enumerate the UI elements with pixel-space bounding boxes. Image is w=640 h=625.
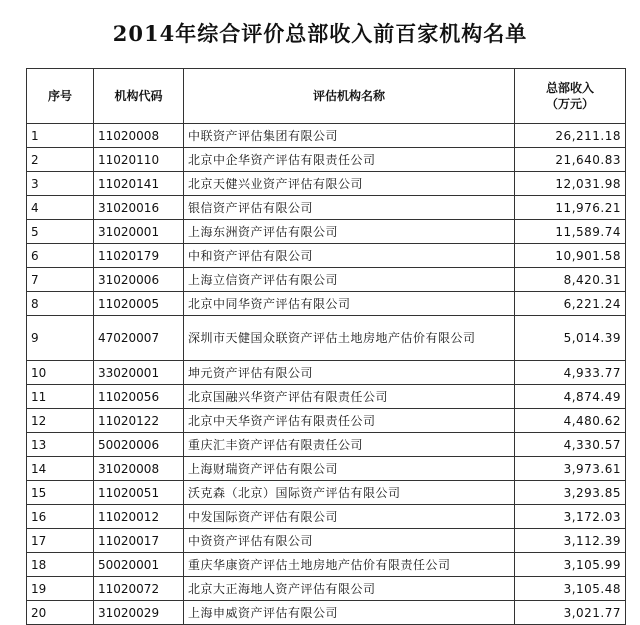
cell-revenue: 3,973.61 (515, 457, 626, 481)
cell-name: 北京天健兴业资产评估有限公司 (184, 172, 515, 196)
cell-name: 上海财瑞资产评估有限公司 (184, 457, 515, 481)
cell-name: 北京中同华资产评估有限公司 (184, 292, 515, 316)
cell-revenue: 4,933.77 (515, 361, 626, 385)
cell-revenue: 3,172.03 (515, 505, 626, 529)
table-row (27, 196, 626, 220)
cell-seq: 17 (27, 529, 94, 553)
cell-seq: 5 (27, 220, 94, 244)
cell-revenue: 8,420.31 (515, 268, 626, 292)
cell-revenue: 3,105.99 (515, 553, 626, 577)
cell-revenue: 11,976.21 (515, 196, 626, 220)
table-row (27, 457, 626, 481)
table-row (27, 220, 626, 244)
header-name: 评估机构名称 (184, 69, 515, 124)
cell-code: 50020006 (94, 433, 184, 457)
cell-code: 31020001 (94, 220, 184, 244)
cell-revenue: 5,014.39 (515, 316, 626, 361)
cell-revenue: 21,640.83 (515, 148, 626, 172)
cell-seq: 1 (27, 124, 94, 148)
table-row (27, 172, 626, 196)
table-row (27, 316, 626, 361)
cell-code: 11020056 (94, 385, 184, 409)
table-row (27, 124, 626, 148)
cell-seq: 10 (27, 361, 94, 385)
cell-code: 31020008 (94, 457, 184, 481)
cell-seq: 12 (27, 409, 94, 433)
cell-code: 11020179 (94, 244, 184, 268)
cell-revenue: 3,105.48 (515, 577, 626, 601)
cell-name: 上海申威资产评估有限公司 (184, 601, 515, 625)
cell-name: 中联资产评估集团有限公司 (184, 124, 515, 148)
cell-name: 中和资产评估有限公司 (184, 244, 515, 268)
cell-revenue: 3,112.39 (515, 529, 626, 553)
cell-revenue: 3,293.85 (515, 481, 626, 505)
header-revenue-line1: 总部收入 (545, 81, 594, 95)
cell-seq: 2 (27, 148, 94, 172)
header-revenue-line2: （万元） (545, 97, 594, 111)
cell-seq: 13 (27, 433, 94, 457)
cell-name: 北京中天华资产评估有限责任公司 (184, 409, 515, 433)
cell-seq: 20 (27, 601, 94, 625)
ranking-table (26, 68, 626, 625)
cell-code: 11020122 (94, 409, 184, 433)
cell-seq: 9 (27, 316, 94, 361)
cell-name: 上海立信资产评估有限公司 (184, 268, 515, 292)
cell-revenue: 12,031.98 (515, 172, 626, 196)
table-row (27, 433, 626, 457)
cell-seq: 8 (27, 292, 94, 316)
table-row (27, 409, 626, 433)
header-revenue (515, 69, 626, 124)
cell-code: 11020005 (94, 292, 184, 316)
cell-code: 31020029 (94, 601, 184, 625)
table-row (27, 292, 626, 316)
table-row (27, 529, 626, 553)
cell-code: 31020006 (94, 268, 184, 292)
cell-name: 重庆华康资产评估土地房地产估价有限责任公司 (184, 553, 515, 577)
cell-code: 11020008 (94, 124, 184, 148)
cell-seq: 7 (27, 268, 94, 292)
cell-name: 深圳市天健国众联资产评估土地房地产估价有限公司 (184, 316, 515, 361)
header-seq: 序号 (27, 69, 94, 124)
table-row (27, 385, 626, 409)
cell-seq: 18 (27, 553, 94, 577)
table-row (27, 148, 626, 172)
table-row (27, 244, 626, 268)
cell-revenue: 3,021.77 (515, 601, 626, 625)
table-row (27, 601, 626, 625)
cell-code: 11020141 (94, 172, 184, 196)
cell-revenue: 6,221.24 (515, 292, 626, 316)
cell-seq: 4 (27, 196, 94, 220)
table-row (27, 577, 626, 601)
cell-revenue: 11,589.74 (515, 220, 626, 244)
table-row (27, 481, 626, 505)
cell-code: 11020012 (94, 505, 184, 529)
cell-seq: 11 (27, 385, 94, 409)
cell-seq: 19 (27, 577, 94, 601)
table-row (27, 268, 626, 292)
cell-seq: 3 (27, 172, 94, 196)
cell-name: 北京大正海地人资产评估有限公司 (184, 577, 515, 601)
cell-revenue: 4,330.57 (515, 433, 626, 457)
document-title: 2014年综合评价总部收入前百家机构名单 (112, 21, 528, 46)
cell-name: 上海东洲资产评估有限公司 (184, 220, 515, 244)
cell-name: 坤元资产评估有限公司 (184, 361, 515, 385)
cell-revenue: 10,901.58 (515, 244, 626, 268)
cell-seq: 15 (27, 481, 94, 505)
table-row (27, 553, 626, 577)
table-header-row (27, 69, 626, 124)
cell-name: 中资资产评估有限公司 (184, 529, 515, 553)
cell-code: 33020001 (94, 361, 184, 385)
cell-code: 11020017 (94, 529, 184, 553)
header-code: 机构代码 (94, 69, 184, 124)
cell-code: 31020016 (94, 196, 184, 220)
cell-seq: 16 (27, 505, 94, 529)
cell-code: 11020110 (94, 148, 184, 172)
cell-revenue: 4,874.49 (515, 385, 626, 409)
cell-revenue: 26,211.18 (515, 124, 626, 148)
cell-name: 银信资产评估有限公司 (184, 196, 515, 220)
cell-code: 50020001 (94, 553, 184, 577)
cell-name: 中发国际资产评估有限公司 (184, 505, 515, 529)
cell-revenue: 4,480.62 (515, 409, 626, 433)
cell-name: 北京国融兴华资产评估有限责任公司 (184, 385, 515, 409)
cell-code: 11020051 (94, 481, 184, 505)
cell-name: 重庆汇丰资产评估有限责任公司 (184, 433, 515, 457)
cell-code: 47020007 (94, 316, 184, 361)
cell-name: 沃克森（北京）国际资产评估有限公司 (184, 481, 515, 505)
table-row (27, 361, 626, 385)
cell-seq: 6 (27, 244, 94, 268)
table-row (27, 505, 626, 529)
cell-name: 北京中企华资产评估有限责任公司 (184, 148, 515, 172)
cell-code: 11020072 (94, 577, 184, 601)
cell-seq: 14 (27, 457, 94, 481)
